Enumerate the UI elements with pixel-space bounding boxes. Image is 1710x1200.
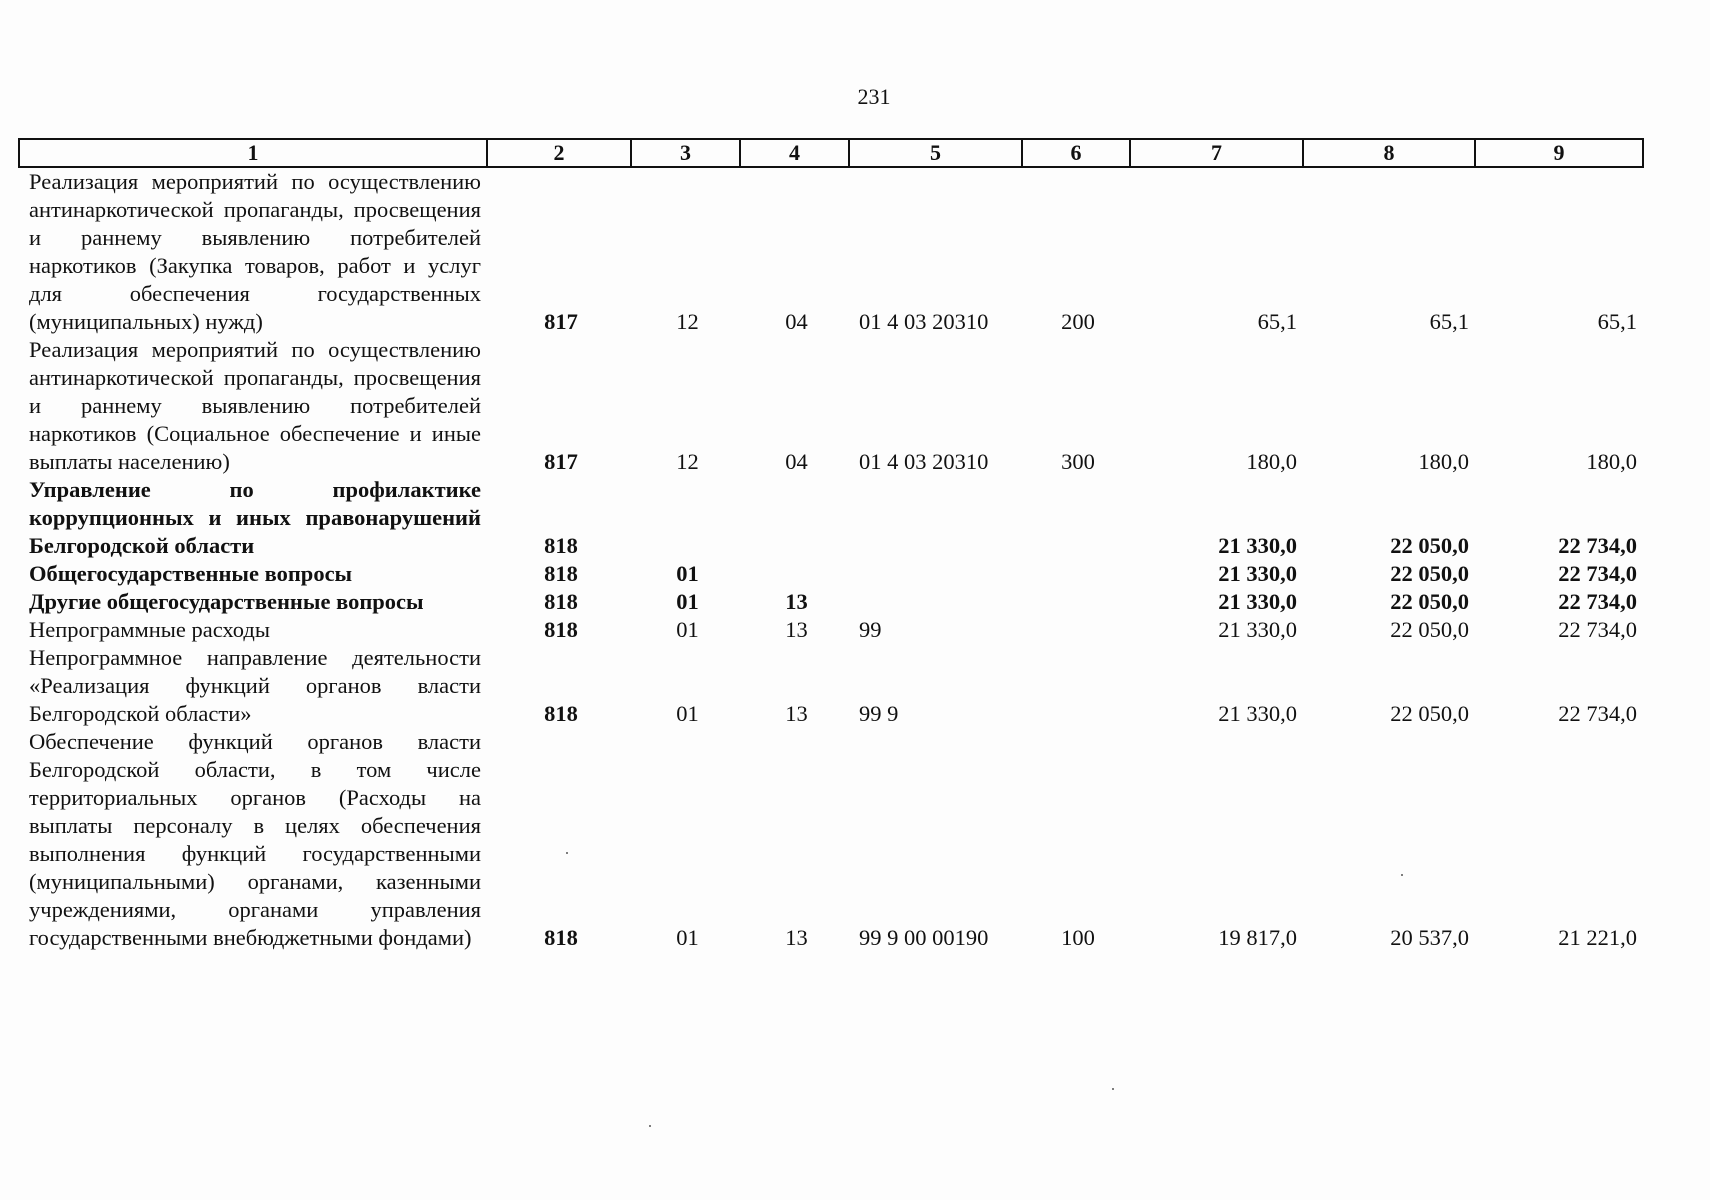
subsection-code: 13 <box>785 701 808 726</box>
section-code: 01 <box>676 589 699 614</box>
scan-speck <box>566 852 568 854</box>
amount-col8: 65,1 <box>1429 309 1469 334</box>
amount-col8: 22 050,0 <box>1390 617 1469 642</box>
table-row <box>19 616 1643 644</box>
target-article-code: 01 4 03 20310 <box>859 309 989 334</box>
page-number: 231 <box>857 84 891 109</box>
row-name: Обеспечение функций органов власти Белгородской области, в том числе территориальных органов (Расходы на выплаты персоналу в целях обеспечения выполнения функций государственными (муниципальными) органами, казенными учреждениями, органами управления государственными внебюджетными фондами) <box>29 729 481 950</box>
subsection-code: 13 <box>785 617 808 642</box>
expense-type-code <box>1022 476 1130 560</box>
amount-col8: 20 537,0 <box>1390 925 1469 950</box>
table-row <box>19 644 1643 728</box>
scan-speck <box>1112 1088 1114 1090</box>
amount-col8: 22 050,0 <box>1390 589 1469 614</box>
col-header-8: 8 <box>1303 139 1475 167</box>
section-code: 12 <box>676 309 699 334</box>
amount-col9: 22 734,0 <box>1558 561 1637 586</box>
expense-type-code <box>1022 588 1130 616</box>
section-code: 12 <box>676 449 699 474</box>
row-name: Непрограммные расходы <box>29 617 270 642</box>
subsection-code <box>740 476 849 560</box>
amount-col8: 22 050,0 <box>1390 701 1469 726</box>
subsection-code <box>740 560 849 588</box>
amount-col9: 22 734,0 <box>1558 701 1637 726</box>
scan-speck <box>649 1125 651 1127</box>
subsection-code: 13 <box>785 589 808 614</box>
table-row <box>19 336 1643 476</box>
col-header-5: 5 <box>849 139 1022 167</box>
target-article-code <box>849 476 1022 560</box>
subsection-code: 04 <box>785 309 808 334</box>
expense-type-code: 100 <box>1061 925 1095 950</box>
amount-col7: 21 330,0 <box>1218 561 1297 586</box>
amount-col7: 180,0 <box>1246 449 1297 474</box>
header-row <box>19 139 1643 167</box>
expense-type-code <box>1022 644 1130 728</box>
col-header-2: 2 <box>487 139 631 167</box>
admin-code: 818 <box>544 701 578 726</box>
amount-col7: 19 817,0 <box>1218 925 1297 950</box>
table-row <box>19 588 1643 616</box>
row-name: Реализация мероприятий по осуществлению антинаркотической пропаганды, просвещения и раннему выявлению потребителей наркотиков (Закупка товаров, работ и услуг для обеспечения государственных (муниципальных) нужд) <box>29 169 481 334</box>
amount-col7: 21 330,0 <box>1218 701 1297 726</box>
amount-col8: 180,0 <box>1418 449 1469 474</box>
subsection-code: 04 <box>785 449 808 474</box>
admin-code: 818 <box>544 617 578 642</box>
table-row <box>19 167 1643 336</box>
row-name: Другие общегосударственные вопросы <box>29 589 424 614</box>
amount-col7: 21 330,0 <box>1218 589 1297 614</box>
admin-code: 817 <box>544 309 578 334</box>
budget-table <box>18 138 1644 952</box>
col-header-7: 7 <box>1130 139 1303 167</box>
amount-col9: 22 734,0 <box>1558 589 1637 614</box>
admin-code: 817 <box>544 449 578 474</box>
amount-col9: 180,0 <box>1586 449 1637 474</box>
admin-code: 818 <box>544 533 578 558</box>
section-code: 01 <box>676 701 699 726</box>
col-header-9: 9 <box>1475 139 1643 167</box>
amount-col7: 21 330,0 <box>1218 617 1297 642</box>
amount-col9: 22 734,0 <box>1558 533 1637 558</box>
target-article-code: 99 <box>859 617 882 642</box>
expense-type-code: 200 <box>1061 309 1095 334</box>
subsection-code: 13 <box>785 925 808 950</box>
expense-type-code <box>1022 560 1130 588</box>
admin-code: 818 <box>544 589 578 614</box>
expense-type-code <box>1022 616 1130 644</box>
col-header-6: 6 <box>1022 139 1130 167</box>
amount-col7: 21 330,0 <box>1218 533 1297 558</box>
scan-speck <box>1401 874 1403 876</box>
target-article-code: 01 4 03 20310 <box>859 449 989 474</box>
target-article-code <box>849 588 1022 616</box>
target-article-code: 99 9 00 00190 <box>859 925 989 950</box>
table-row <box>19 476 1643 560</box>
section-code: 01 <box>676 925 699 950</box>
amount-col9: 21 221,0 <box>1558 925 1637 950</box>
col-header-4: 4 <box>740 139 849 167</box>
row-name: Общегосударственные вопросы <box>29 561 353 586</box>
section-code <box>631 476 740 560</box>
admin-code: 818 <box>544 561 578 586</box>
admin-code: 818 <box>544 925 578 950</box>
amount-col8: 22 050,0 <box>1390 561 1469 586</box>
table-row <box>19 560 1643 588</box>
expense-type-code: 300 <box>1061 449 1095 474</box>
amount-col9: 22 734,0 <box>1558 617 1637 642</box>
amount-col9: 65,1 <box>1597 309 1637 334</box>
target-article-code: 99 9 <box>859 701 899 726</box>
row-name: Управление по профилактике коррупционных и иных правонарушений Белгородской области <box>29 477 481 558</box>
col-header-1: 1 <box>19 139 487 167</box>
row-name: Непрограммное направление деятельности «Реализация функций органов власти Белгородской области» <box>29 645 481 726</box>
row-name: Реализация мероприятий по осуществлению антинаркотической пропаганды, просвещения и раннему выявлению потребителей наркотиков (Социальное обеспечение и иные выплаты населению) <box>29 337 481 474</box>
table-row <box>19 728 1643 952</box>
amount-col7: 65,1 <box>1257 309 1297 334</box>
section-code: 01 <box>676 617 699 642</box>
amount-col8: 22 050,0 <box>1390 533 1469 558</box>
target-article-code <box>849 560 1022 588</box>
col-header-3: 3 <box>631 139 740 167</box>
section-code: 01 <box>676 561 699 586</box>
